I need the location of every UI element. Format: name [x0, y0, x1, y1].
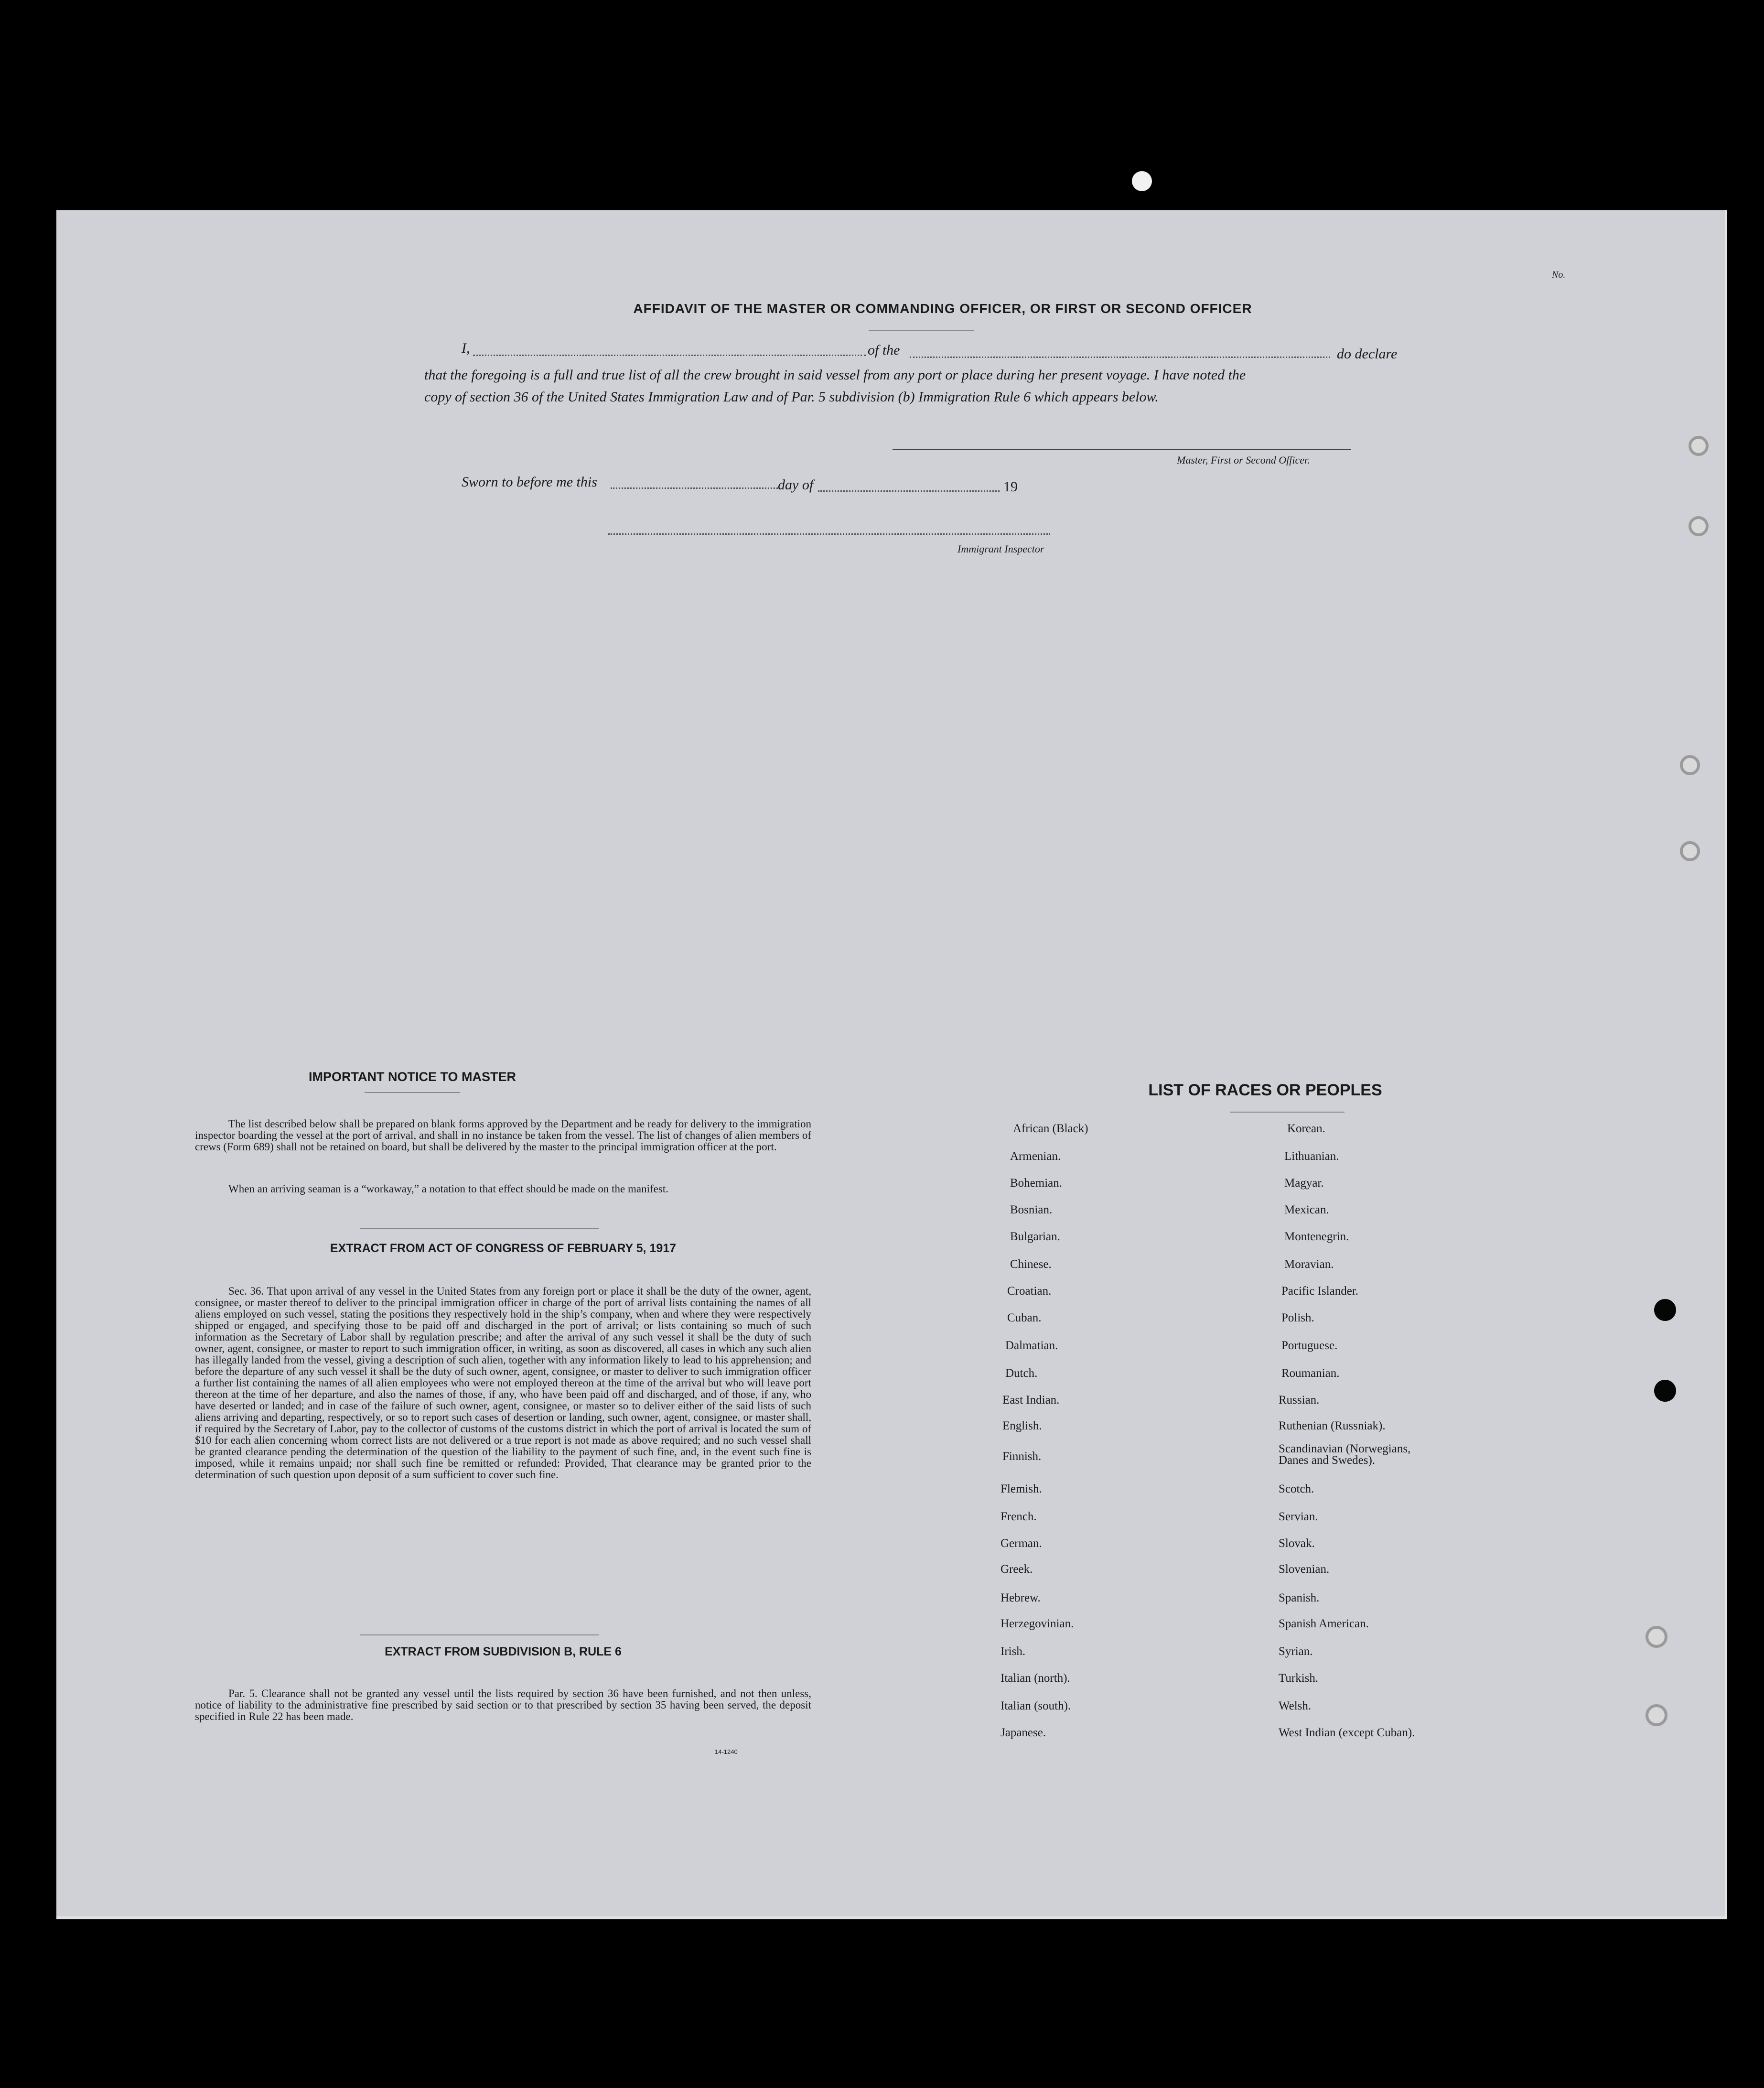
notice-paragraph: When an arriving seaman is a “workaway,” a notation to that effect should be made on the manifest.	[228, 1183, 668, 1195]
race-item: Greek.	[1000, 1563, 1033, 1576]
races-title: LIST OF RACES OR PEOPLES	[1148, 1081, 1382, 1099]
race-item: Slovak.	[1279, 1537, 1315, 1550]
race-item: Montenegrin.	[1284, 1230, 1349, 1243]
notice-paragraph: The list described below shall be prepared on blank forms approved by the Department and be ready for delivery to the immigration inspector boarding the vessel at the port of arrival, and shall in no instance be taken from the vessel. The list of changes of alien members of crews (Form 689) shall not be retained on board, but shall be delivered by the master to the principal immigration officer at the port.	[195, 1118, 811, 1153]
declaration-line3: copy of section 36 of the United States Immigration Law and of Par. 5 subdivision (b) Immigration Rule 6 which appears below.	[424, 389, 1159, 405]
race-item: Servian.	[1279, 1510, 1318, 1523]
vessel-blank	[910, 357, 1330, 358]
race-item: Turkish.	[1279, 1672, 1319, 1685]
affidavit-title: AFFIDAVIT OF THE MASTER OR COMMANDING OFFICER, OR FIRST OR SECOND OFFICER	[633, 301, 1252, 316]
race-item: Japanese.	[1000, 1726, 1046, 1739]
binder-hole	[1654, 1299, 1676, 1321]
race-item: English.	[1002, 1419, 1042, 1432]
race-item: Herzegovinian.	[1000, 1617, 1074, 1630]
binder-hole	[1680, 755, 1700, 775]
race-item: Scandinavian (Norwegians, Danes and Swedes).	[1279, 1442, 1411, 1467]
binder-hole	[1654, 1380, 1676, 1402]
par-5-text: Par. 5. Clearance shall not be granted any vessel until the lists required by section 36 have been furnished, and not then unless, notice of liability to the administrative fine prescribed by said section or to that prescribed by section 35 having been served, the deposit specified in Rule 22 has been made.	[195, 1688, 811, 1722]
sworn-day-blank	[611, 487, 778, 489]
sworn-prefix: Sworn to before me this	[462, 474, 597, 490]
race-item: Scotch.	[1279, 1482, 1314, 1495]
race-item: French.	[1000, 1510, 1037, 1523]
race-item: Cuban.	[1007, 1311, 1042, 1324]
binder-hole	[1680, 841, 1700, 861]
race-item: Hebrew.	[1000, 1591, 1041, 1604]
race-item: Spanish.	[1279, 1591, 1320, 1604]
sworn-year: 19	[1003, 479, 1018, 495]
name-blank	[473, 355, 866, 356]
form-sheet	[56, 210, 1727, 1919]
race-item: Slovenian.	[1279, 1563, 1330, 1576]
divider	[869, 330, 974, 331]
race-item: Welsh.	[1279, 1699, 1312, 1712]
race-item: Roumanian.	[1281, 1367, 1340, 1380]
race-item: Bosnian.	[1010, 1203, 1053, 1216]
race-item: Dalmatian.	[1005, 1339, 1058, 1352]
race-item: Lithuanian.	[1284, 1150, 1339, 1163]
race-item: Chinese.	[1010, 1258, 1052, 1271]
race-item: Syrian.	[1279, 1645, 1313, 1658]
divider	[365, 1092, 460, 1093]
race-item: Italian (north).	[1000, 1672, 1070, 1685]
declaration-line2: that the foregoing is a full and true list of all the crew brought in said vessel from any port or place during her present voyage. I have noted the	[424, 367, 1246, 383]
race-item: African (Black)	[1013, 1122, 1088, 1135]
binder-hole	[1646, 1626, 1667, 1648]
section-36-text: Sec. 36. That upon arrival of any vessel in the United States from any foreign port or place it shall be the duty of the owner, agent, consignee, or master thereof to deliver to the principal immigration officer in charge of the port of arrival lists containing the names of all aliens employed on such vessel, stating the positions they respectively hold in the ship’s company, when and where they were respectively shipped or engaged, and specifying those to be paid off and discharged in the port of arrival; or lists containing so much of such information as the Secretary of Labor shall by regulation prescribe; and after the arrival of any such vessel it shall be the duty of such owner, agent, consignee, or master to report to such immigration officer, in writing, as soon as discovered, all cases in which any such alien has illegally landed from the vessel, giving a description of such alien, together with any information likely to lead to his apprehension; and before the departure of any such vessel it shall be the duty of such owner, agent, consignee, or master to deliver to such immigration officer a further list containing the names of all alien employees who were not employed thereon at the time of the arrival but who will leave port thereon at the time of her departure, and also the names of those, if any, who have been paid off and discharged, and of those, if any, who have deserted or landed; and in case of the failure of such owner, agent, consignee, or master so to deliver either of the said lists of such aliens arriving and departing, respectively, or so to report such cases of desertion or landing, such owner, agent, consignee, or master shall, if required by the Secretary of Labor, pay to the collector of customs of the customs district in which the port of arrival is located the sum of $10 for each alien concerning whom correct lists are not delivered or a true report is not made as above required; and no such vessel shall be granted clearance pending the determination of the question of the liability to the payment of such fine, and, in the event such fine is imposed, while it remains unpaid; nor shall such fine be remitted or refunded: Provided, That clearance may be granted prior to the determination of such question upon deposit of a sum sufficient to cover such fine.	[195, 1285, 811, 1481]
divider	[1230, 1112, 1345, 1113]
race-item: Polish.	[1281, 1311, 1314, 1324]
sworn-month-blank	[818, 490, 1000, 492]
race-item: Irish.	[1000, 1645, 1026, 1658]
race-item: Spanish American.	[1279, 1617, 1369, 1630]
race-item: Ruthenian (Russniak).	[1279, 1419, 1386, 1432]
race-item: Italian (south).	[1000, 1699, 1071, 1712]
race-item: West Indian (except Cuban).	[1279, 1726, 1415, 1739]
corner-number-mark: No.	[1552, 270, 1566, 280]
race-item: Korean.	[1287, 1122, 1325, 1135]
inspector-signature-line	[608, 533, 1050, 535]
race-item: Croatian.	[1007, 1285, 1052, 1298]
inspector-label: Immigrant Inspector	[957, 543, 1044, 555]
punch-hole-top	[1132, 171, 1152, 191]
race-item: Bohemian.	[1010, 1177, 1063, 1190]
race-item: Portuguese.	[1281, 1339, 1338, 1352]
race-item: East Indian.	[1002, 1394, 1060, 1406]
race-item: Pacific Islander.	[1281, 1285, 1359, 1298]
binder-hole	[1646, 1704, 1667, 1726]
divider	[360, 1634, 599, 1635]
rule-title: EXTRACT FROM SUBDIVISION B, RULE 6	[385, 1645, 622, 1658]
master-signature-label: Master, First or Second Officer.	[1177, 454, 1310, 466]
act-title: EXTRACT FROM ACT OF CONGRESS OF FEBRUARY 5, 1917	[330, 1242, 677, 1255]
race-item: Magyar.	[1284, 1177, 1324, 1190]
race-item: Moravian.	[1284, 1258, 1334, 1271]
notice-title: IMPORTANT NOTICE TO MASTER	[309, 1070, 516, 1084]
race-item: German.	[1000, 1537, 1042, 1550]
declaration-line1-prefix: I,	[462, 340, 470, 356]
race-item: Russian.	[1279, 1394, 1320, 1406]
declaration-line1-mid: of the	[868, 342, 900, 358]
race-item: Flemish.	[1000, 1482, 1042, 1495]
race-item: Armenian.	[1010, 1150, 1061, 1163]
master-signature-line	[893, 449, 1351, 450]
binder-hole	[1689, 436, 1709, 456]
divider	[360, 1228, 599, 1229]
binder-hole	[1689, 516, 1709, 536]
race-item: Dutch.	[1005, 1367, 1038, 1380]
race-item: Bulgarian.	[1010, 1230, 1060, 1243]
declaration-line1-end: do declare	[1337, 346, 1398, 362]
race-item: Finnish.	[1002, 1450, 1042, 1463]
form-number: 14-1240	[715, 1748, 738, 1755]
race-item: Mexican.	[1284, 1203, 1329, 1216]
sworn-mid: day of	[778, 477, 814, 493]
